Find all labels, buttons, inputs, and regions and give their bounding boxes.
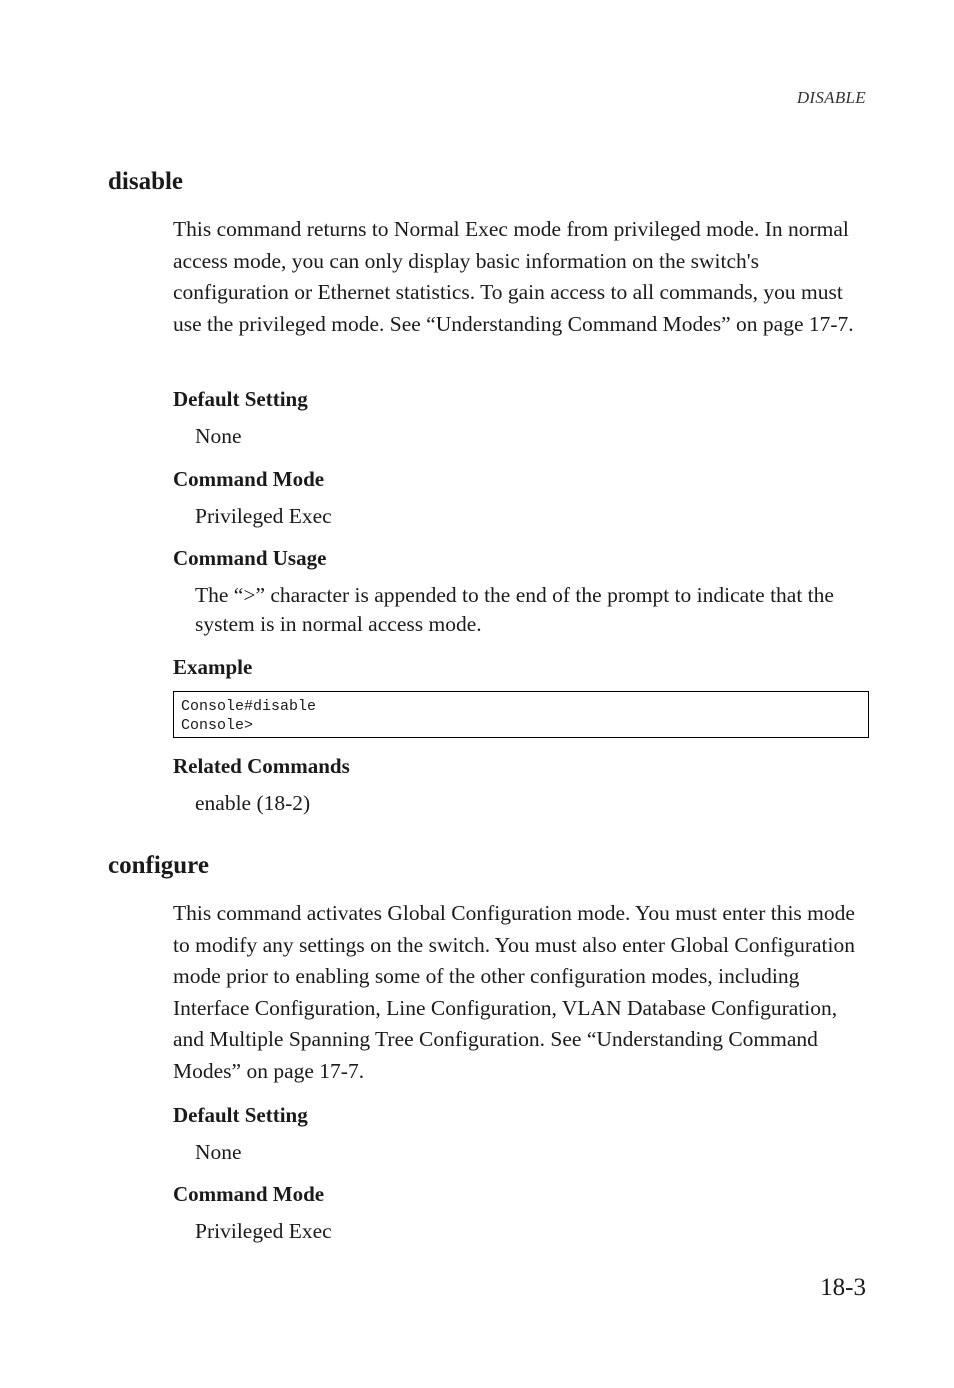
running-header: DISABLE	[796, 88, 866, 107]
disable-default-setting-heading: Default Setting	[173, 387, 308, 411]
section-title-disable: disable	[108, 168, 184, 195]
page-number: 18-3	[820, 1274, 866, 1301]
disable-command-mode-value: Privileged Exec	[195, 504, 332, 528]
configure-default-setting-value: None	[195, 1140, 242, 1164]
configure-default-setting-heading: Default Setting	[173, 1103, 308, 1127]
disable-command-usage-heading: Command Usage	[173, 546, 327, 570]
disable-related-commands-value: enable (18-2)	[195, 791, 311, 815]
section-title-configure: configure	[108, 852, 209, 879]
disable-description: This command returns to Normal Exec mode from privileged mode. In normal access mode, you can only display basic information on the switch's configuration or Ethernet statistics. To gain access to all commands, you must use the privileged mode. See “Understanding Command Modes” on page 17-7.	[173, 217, 854, 336]
example-code-block	[173, 691, 869, 738]
disable-related-commands-heading: Related Commands	[173, 754, 350, 778]
code-line: Console#disable	[181, 698, 317, 715]
disable-default-setting-value: None	[195, 424, 242, 448]
configure-command-mode-value: Privileged Exec	[195, 1219, 332, 1243]
configure-description: This command activates Global Configuration mode. You must enter this mode to modify any settings on the switch. You must also enter Global Configuration mode prior to enabling some of the other configuration modes, including Interface Configuration, Line Configuration, VLAN Database Configuration, and Multiple Spanning Tree Configuration. See “Understanding Command Modes” on page 17-7.	[173, 901, 855, 1083]
disable-command-usage-value: The “>” character is appended to the end of the prompt to indicate that the system is in normal access mode.	[195, 583, 834, 636]
disable-command-mode-heading: Command Mode	[173, 467, 325, 491]
code-line: Console>	[181, 717, 254, 734]
disable-example-heading: Example	[173, 655, 253, 679]
configure-command-mode-heading: Command Mode	[173, 1182, 325, 1206]
